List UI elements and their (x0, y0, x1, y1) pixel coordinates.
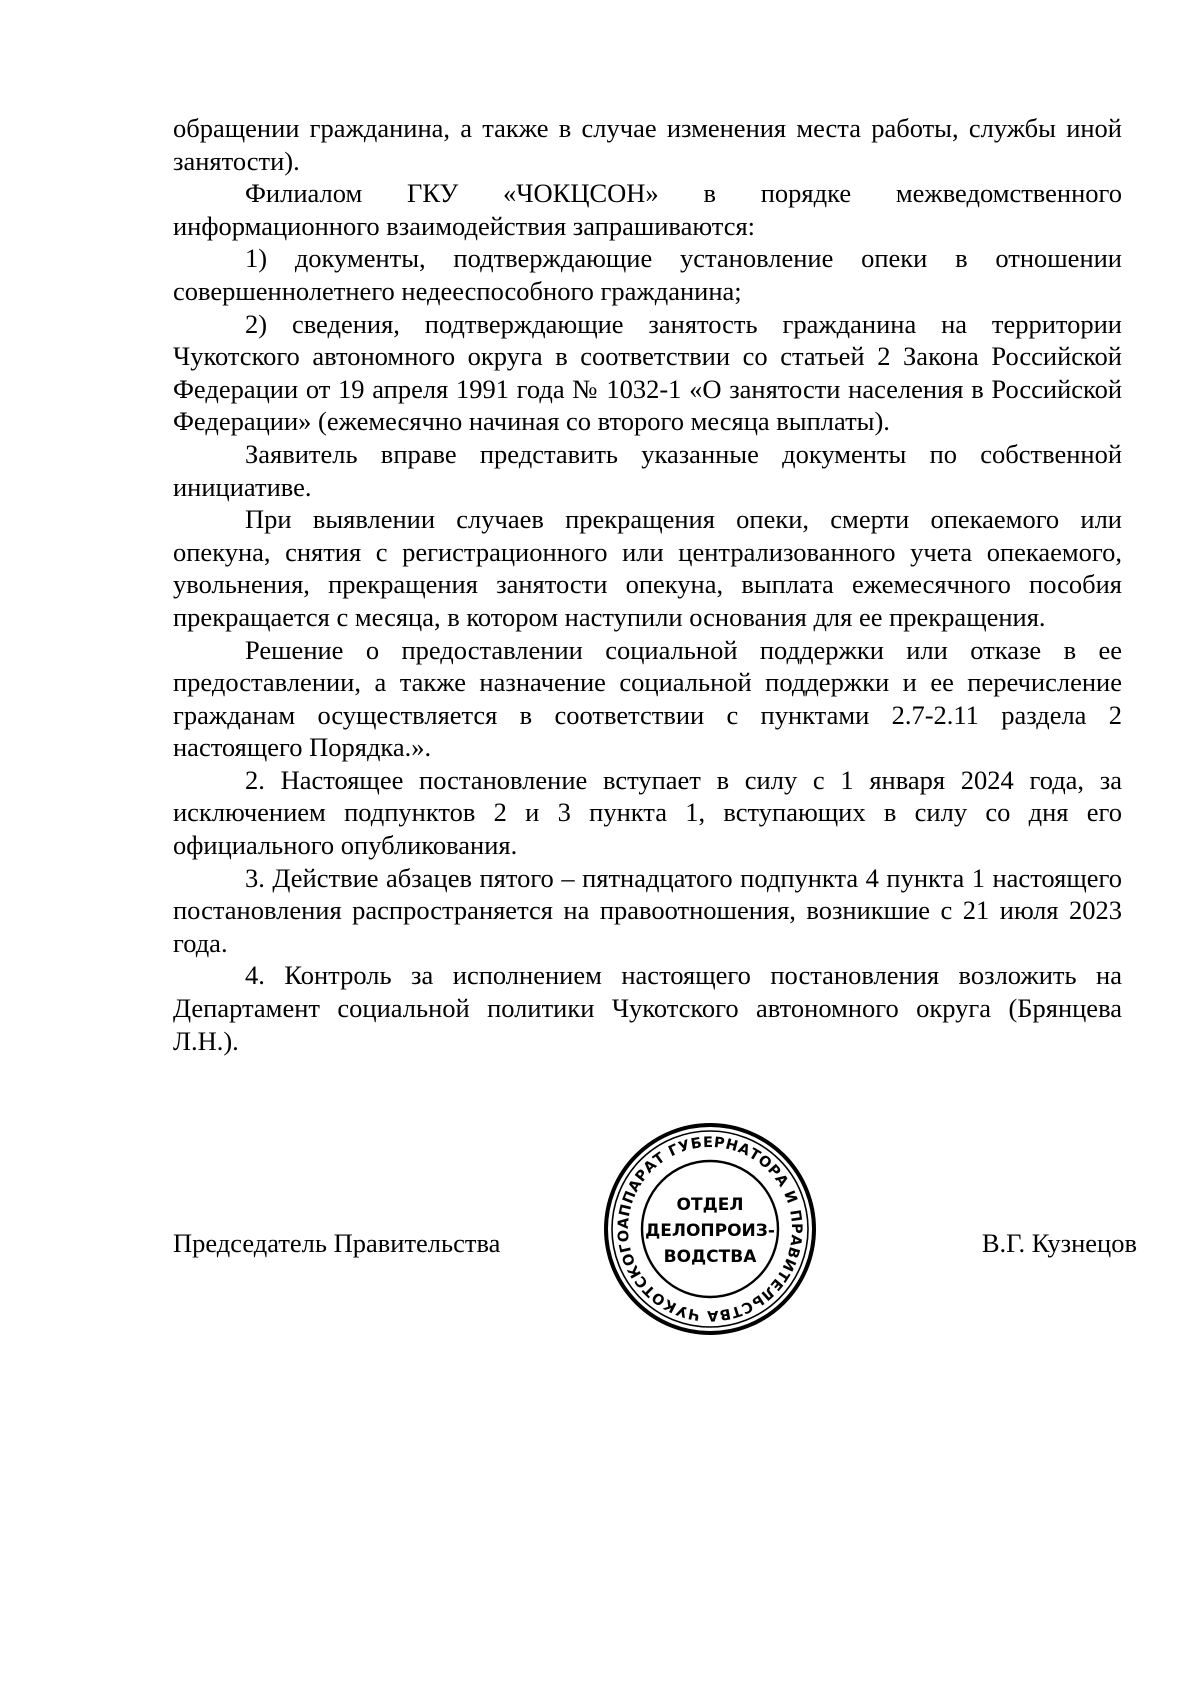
paragraph: 4. Контроль за исполнением настоящего постановления возложить на Департамент социальной политики Чукотского автономного округа (Брянцева Л.Н.). (173, 960, 1122, 1056)
signer-name: В.Г. Кузнецов (981, 1228, 1137, 1258)
paragraph: 3. Действие абзацев пятого – пятнадцатого подпункта 4 пункта 1 настоящего постановления распространяется на правоотношения, возникшие с 21 июля 2023 года. (173, 862, 1122, 958)
stamp-ring-text: АППАРАТ ГУБЕРНАТОРА И ПРАВИТЕЛЬСТВА ЧУКОТСКОГО (615, 1134, 805, 1324)
paragraph: обращении гражданина, а также в случае изменения места работы, службы иной занятости). (173, 113, 1122, 176)
paragraph: 2) сведения, подтверждающие занятость гражданина на территории Чукотского автономного округа в соответствии со статьей 2 Закона Российской Федерации от 19 апреля 1991 года № 1032-1 «О занятости населения в Российской Федерации» (ежемесячно начиная со второго месяца выплаты). (173, 308, 1122, 437)
document-body (173, 112, 1122, 1057)
stamp-center-line: ДЕЛОПРОИЗ- (645, 1221, 775, 1241)
signer-title: Председатель Правительства (173, 1228, 501, 1258)
stamp-center-line: ВОДСТВА (663, 1247, 757, 1267)
paragraph: Решение о предоставлении социальной поддержки или отказе в ее предоставлении, а также назначение социальной поддержки и ее перечисление гражданам осуществляется в соответствии с пунктами 2.7-2.11 раздела 2 настоящего Порядка.». (173, 634, 1122, 763)
paragraph: Заявитель вправе представить указанные документы по собственной инициативе. (173, 438, 1122, 502)
official-stamp (601, 1120, 819, 1338)
paragraph: При выявлении случаев прекращения опеки, смерти опекаемого или опекуна, снятия с регистрационного или централизованного учета опекаемого, увольнения, прекращения занятости опекуна, выплата ежемесячного пособия прекращается с месяца, в котором наступили основания для ее прекращения. (173, 504, 1122, 632)
paragraph: Филиалом ГКУ «ЧОКЦСОН» в порядке межведомственного информационного взаимодействия запрашиваются: (173, 178, 1122, 241)
paragraph: 1) документы, подтверждающие установление опеки в отношении совершеннолетнего недееспособного гражданина; (173, 243, 1122, 306)
stamp-seal-icon (601, 1120, 819, 1338)
stamp-center-line: ОТДЕЛ (676, 1195, 744, 1215)
paragraph: 2. Настоящее постановление вступает в силу с 1 января 2024 года, за исключением подпунктов 2 и 3 пункта 1, вступающих в силу со дня его официального опубликования. (173, 764, 1122, 861)
